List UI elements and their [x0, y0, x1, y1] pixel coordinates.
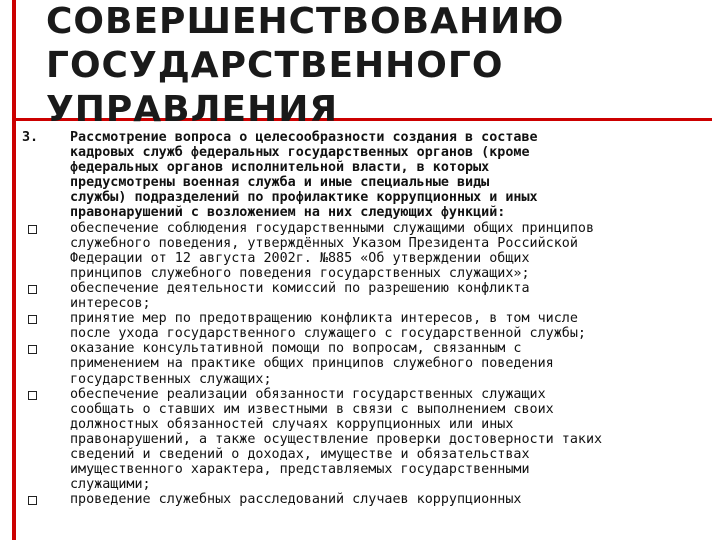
- bullet-text: оказание консультативной помощи по вопросам, связанным с применением на практике общих принципов служебного поведения государственных служащих;: [70, 341, 554, 387]
- list-item: [22, 281, 712, 311]
- list-item: [22, 341, 712, 386]
- title-line-2: ГОСУДАРСТВЕННОГО: [46, 45, 504, 86]
- square-bullet-icon: [28, 345, 37, 354]
- list-item: [22, 387, 712, 493]
- item-number: 3.: [22, 130, 39, 145]
- square-bullet-icon: [28, 225, 37, 234]
- bullet-text: обеспечение соблюдения государственными служащими общих принципов служебного поведения, утверждённых Указом Президента Российской Федерации от 12 августа 2002г. №885 «Об утверждении общих принципов служебного поведения государственных служащих»;: [70, 220, 595, 281]
- bullet-text: обеспечение деятельности комиссий по разрешению конфликта интересов;: [70, 280, 530, 312]
- square-bullet-icon: [28, 496, 37, 505]
- bullet-text: обеспечение реализации обязанности государственных служащих сообщать о ставших им известными в связи с выполнением своих должностных обязанностей случаях коррупционных или иных правонарушений, а также осуществление проверки достоверности таких сведений и сведений о доходах, имуществе и обязательствах имущественного характера, представляемых государственными служащими;: [70, 386, 603, 493]
- title-line-3: УПРАВЛЕНИЯ: [46, 89, 339, 130]
- intro-text: Рассмотрение вопроса о целесообразности создания в составе кадровых служб федеральных государственных органов (кроме федеральных органов исполнительной власти, в которых предусмотрены военная служба и иные специальные виды службы) подразделений по профилактике коррупционных и иных правонарушений с возложением на них следующих функций:: [70, 130, 538, 221]
- accent-rule-bottom: [12, 118, 16, 540]
- bullet-text: принятие мер по предотвращению конфликта интересов, в том числе после ухода государственного служащего с государственной службы;: [70, 311, 586, 342]
- accent-rule-top: [12, 0, 16, 118]
- slide-title: [46, 0, 706, 132]
- intro-item: [22, 130, 712, 221]
- square-bullet-icon: [28, 285, 37, 294]
- bullet-text: проведение служебных расследований случаев коррупционных: [70, 492, 522, 508]
- square-bullet-icon: [28, 315, 37, 324]
- list-item: [22, 492, 712, 509]
- list-item: [22, 221, 712, 281]
- slide-body: [22, 130, 712, 509]
- square-bullet-icon: [28, 391, 37, 400]
- title-line-1: СОВЕРШЕНСТВОВАНИЮ: [46, 1, 565, 42]
- list-item: [22, 311, 712, 341]
